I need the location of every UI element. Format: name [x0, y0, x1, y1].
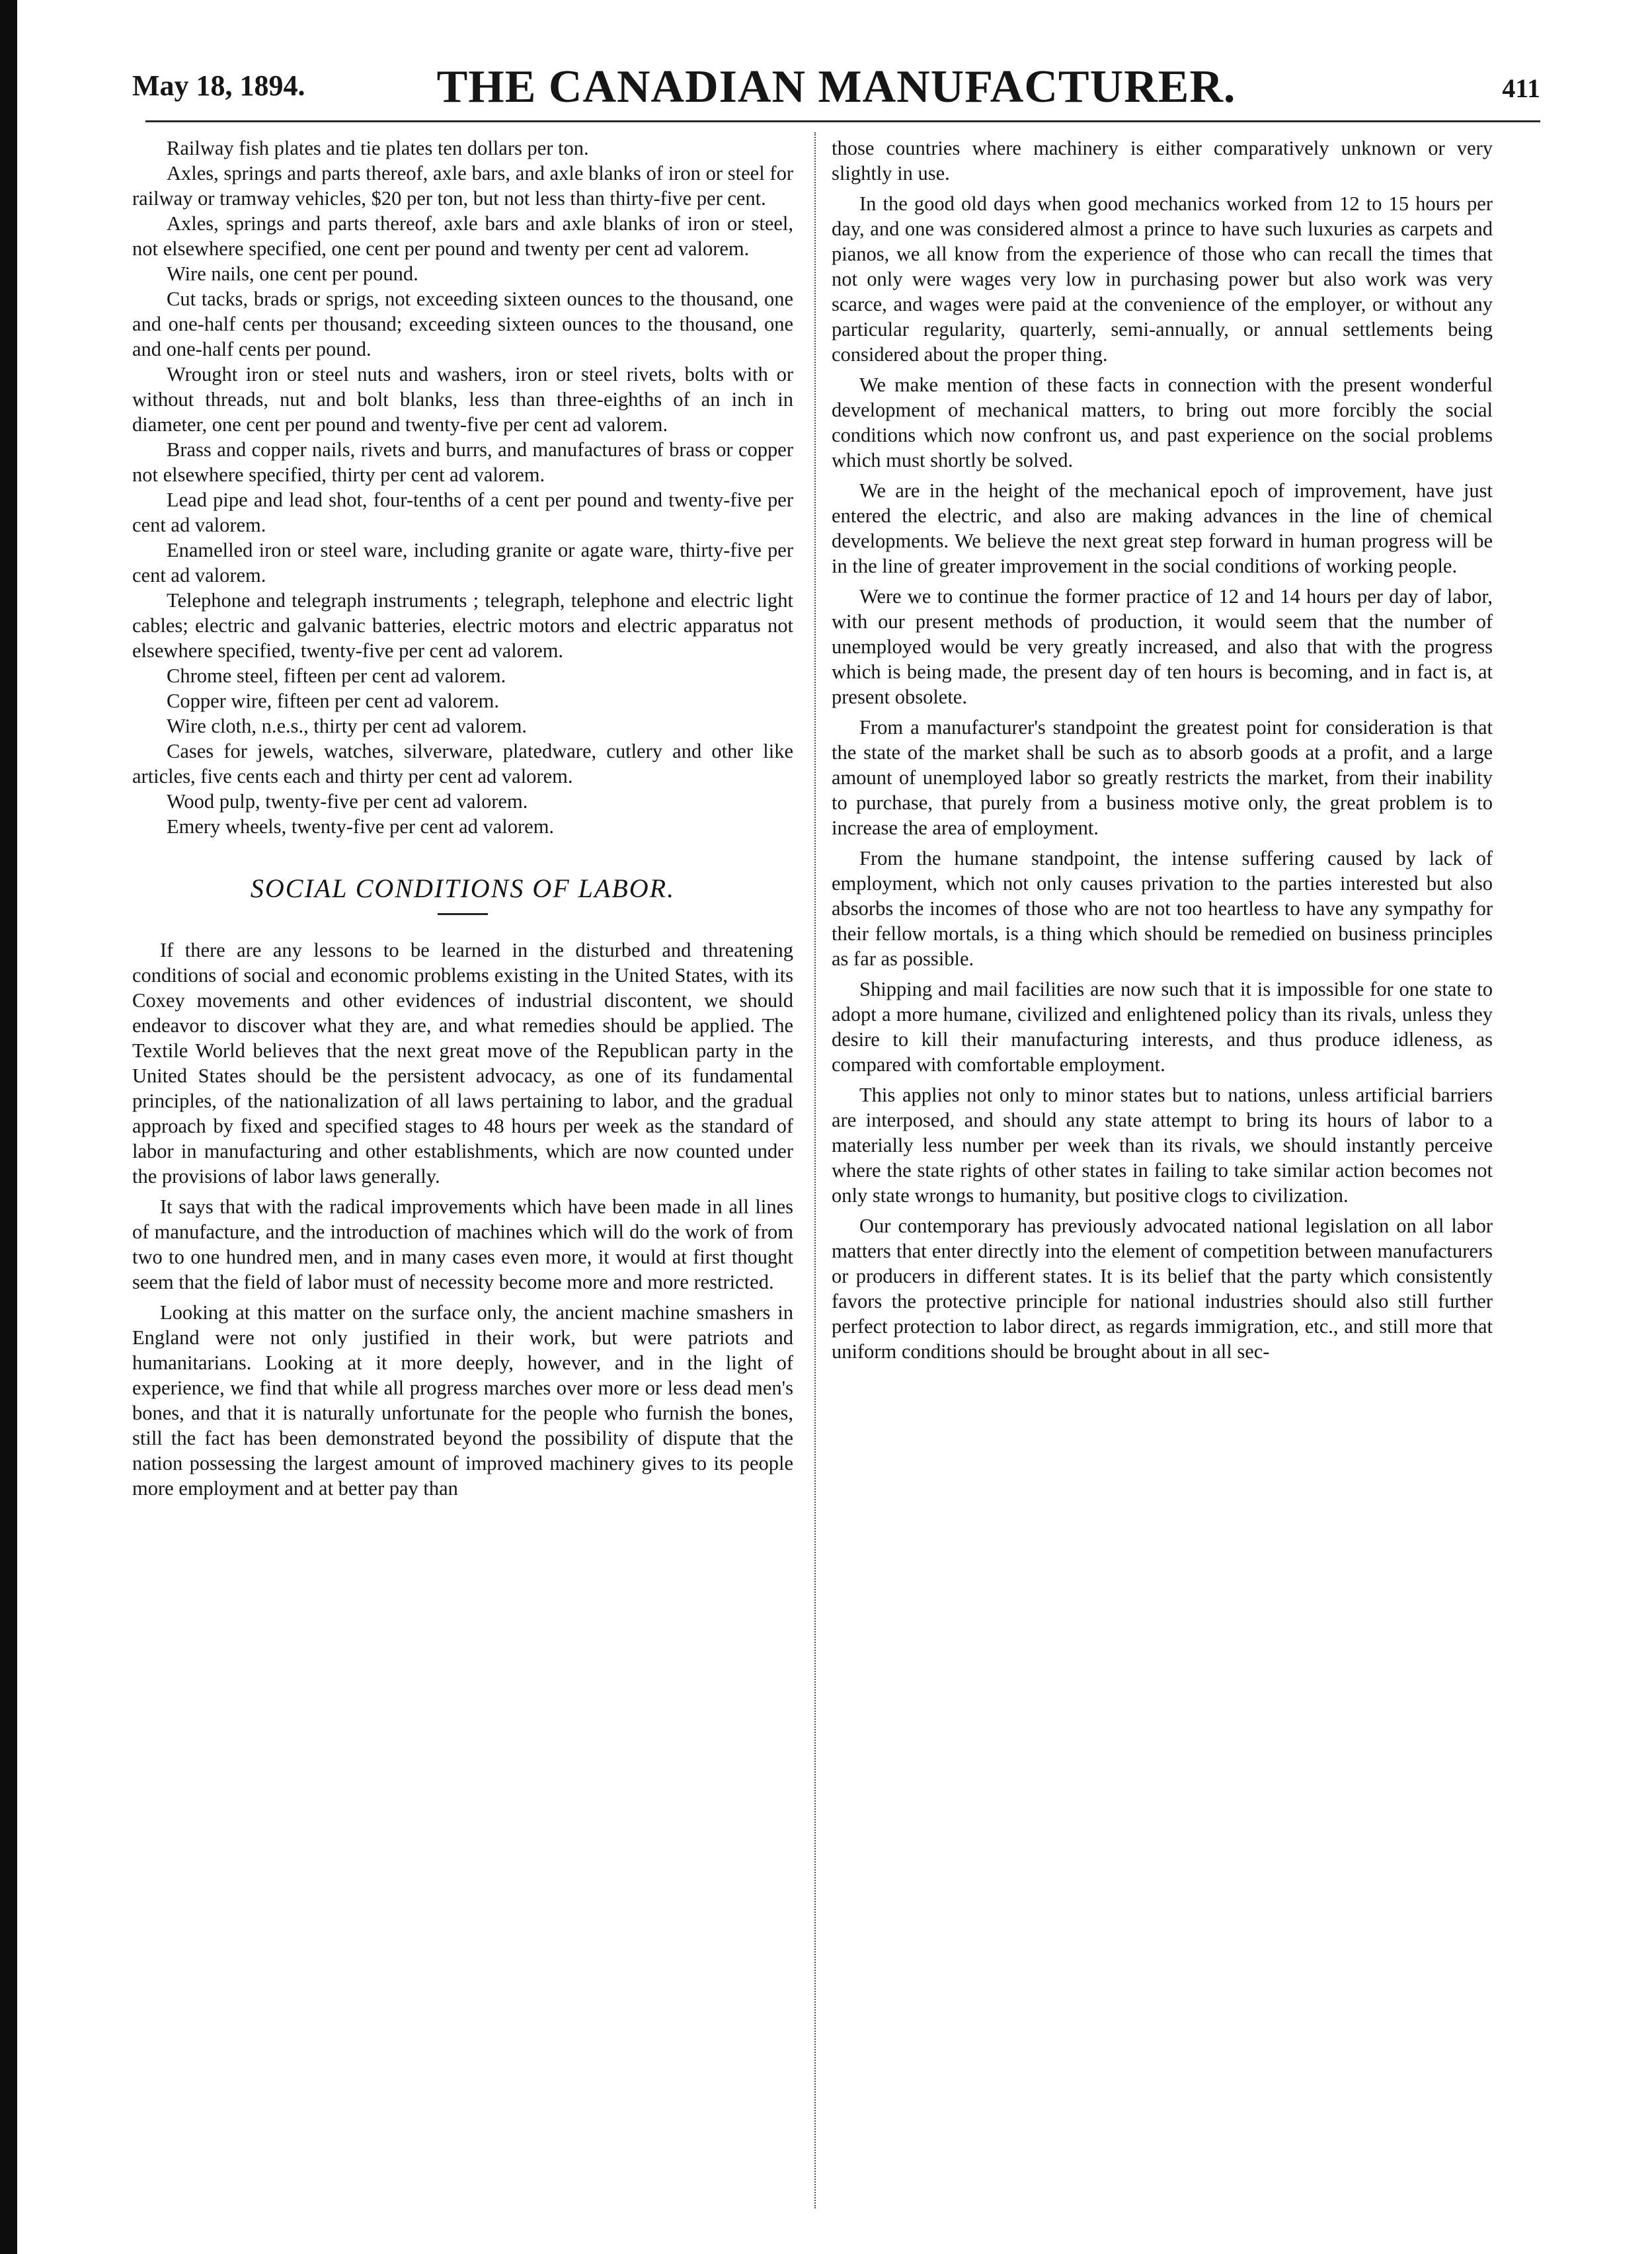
article-paragraph: It says that with the radical improvements which have been made in all lines of manufacture, and the introduction of machines which will do the work of from two to one hundred men, and in many cases even more, it would at first thought seem that the field of labor must of necessity become more and more restricted. — [132, 1195, 793, 1293]
tariff-item: Enamelled iron or steel ware, including granite or agate ware, thirty-five per cent ad valorem. — [132, 539, 793, 586]
article-body-left — [132, 938, 793, 1501]
tariff-item: Lead pipe and lead shot, four-tenths of a cent per pound and twenty-five per cent ad valorem. — [132, 489, 793, 536]
article-paragraph: Our contemporary has previously advocated national legislation on all labor matters that enter directly into the element of competition between manufacturers or producers in different states. It is its belief that the party which consistently favors the protective principle for national industries should also still further perfect protection to labor direct, as regards immigration, etc., and still more that uniform conditions should be brought about in all sec- — [832, 1215, 1493, 1363]
title-rule — [438, 913, 488, 915]
tariff-item: Wrought iron or steel nuts and washers, iron or steel rivets, bolts with or without threads, nut and bolt blanks, less than three-eighths of an inch in diameter, one cent per pound and twenty-five per cent ad valorem. — [132, 363, 793, 436]
article-paragraph: From the humane standpoint, the intense suffering caused by lack of employment, which not only causes privation to the parties interested but also absorbs the incomes of those who are not too heartless to have any sympathy for their fellow mortals, is a thing which should be remedied on business principles as far as possible. — [832, 847, 1493, 970]
publication-title: THE CANADIAN MANUFACTURER. — [436, 61, 1236, 112]
tariff-list — [132, 136, 793, 839]
tariff-item: Wire nails, one cent per pound. — [167, 262, 418, 285]
tariff-item: Cut tacks, brads or sprigs, not exceeding sixteen ounces to the thousand, one and one-half cents per thousand; exceeding sixteen ounces to the thousand, one and one-half cents per pound. — [132, 288, 793, 360]
article-paragraph: In the good old days when good mechanics worked from 12 to 15 hours per day, and one was considered almost a prince to have such luxuries as carpets and pianos, we all know from the experience of those who can recall the times that not only were wages very low in purchasing power but also work was very scarce, and wages were paid at the convenience of the employer, or without any particular regularity, quarterly, semi-annually, or annual settlements being considered about the proper thing. — [832, 192, 1493, 366]
tariff-item: Axles, springs and parts thereof, axle bars, and axle blanks of iron or steel for railway or tramway vehicles, $20 per ton, but not less than thirty-five per cent. — [132, 162, 793, 210]
article-title: SOCIAL CONDITIONS OF LABOR. — [250, 873, 676, 903]
article-paragraph: Looking at this matter on the surface only, the ancient machine smashers in England were not only justified in their work, but were patriots and humanitarians. Looking at it more deeply, however, and in the light of experience, we find that while all progress marches over more or less dead men's bones, and that it is naturally unfortunate for the people who furnish the bones, still the fact has been demonstrated beyond the possibility of dispute that the nation possessing the largest amount of improved machinery gives to its people more employment and at better pay than — [132, 1301, 793, 1500]
tariff-item: Wire cloth, n.e.s., thirty per cent ad valorem. — [167, 715, 528, 737]
page-header — [132, 61, 1540, 120]
article-paragraph: Were we to continue the former practice of 12 and 14 hours per day of labor, with our present methods of production, it would seem that the number of unemployed would be very greatly increased, and also that with the progress which is being made, the present day of ten hours is becoming, and in fact is, at present obsolete. — [832, 585, 1493, 708]
article-paragraph: Shipping and mail facilities are now such that it is impossible for one state to adopt a more humane, civilized and enlightened policy than its rivals, unless they desire to kill their manufacturing interests, and thus produce idleness, as compared with comfortable employment. — [832, 978, 1493, 1076]
column-divider — [814, 132, 816, 2208]
article-body-right — [832, 136, 1493, 1364]
issue-date: May 18, 1894. — [132, 69, 305, 102]
tariff-item: Axles, springs and parts thereof, axle bars and axle blanks of iron or steel, not elsewhere specified, one cent per pound and twenty per cent ad valorem. — [132, 212, 793, 260]
tariff-item: Chrome steel, fifteen per cent ad valorem. — [167, 664, 506, 687]
article-paragraph: From a manufacturer's standpoint the greatest point for consideration is that the state of the market shall be such as to absorb goods at a profit, and a large amount of unemployed labor so greatly restricts the market, from their inability to purchase, that purely from a business motive only, the great problem is to increase the area of employment. — [832, 716, 1493, 839]
tariff-item: Copper wire, fifteen per cent ad valorem. — [167, 690, 500, 712]
article-paragraph: We are in the height of the mechanical epoch of improvement, have just entered the electric, and also are making advances in the line of chemical developments. We believe the next great step forward in human progress will be in the line of greater improvement in the social conditions of working people. — [832, 479, 1493, 577]
right-column — [832, 136, 1493, 1369]
header-rule — [145, 120, 1540, 122]
page-number: 411 — [1502, 73, 1540, 103]
tariff-item: Cases for jewels, watches, silverware, platedware, cutlery and other like articles, five cents each and thirty per cent ad valorem. — [132, 740, 793, 787]
page-binding-edge — [0, 0, 17, 2254]
article-paragraph: We make mention of these facts in connection with the present wonderful development of mechanical matters, to bring out more forcibly the social conditions which now confront us, and past experience on the social problems which must shortly be solved. — [832, 374, 1493, 471]
article-paragraph: If there are any lessons to be learned in the disturbed and threatening conditions of social and economic problems existing in the United States, with its Coxey movements and other evidences of industrial discontent, we should endeavor to discover what they are, and what remedies should be applied. The Textile World believes that the next great move of the Republican party in the United States should be the persistent advocacy, as one of its fundamental principles, of the nationalization of all laws pertaining to labor, and the gradual approach by fixed and specified stages to 48 hours per week as the standard of labor in manufacturing and other establishments, which are now counted under the provisions of labor laws generally. — [132, 939, 793, 1187]
tariff-item: Telephone and telegraph instruments ; telegraph, telephone and electric light cables; electric and galvanic batteries, electric motors and electric apparatus not elsewhere specified, twenty-five per cent ad valorem. — [132, 589, 793, 662]
tariff-item: Wood pulp, twenty-five per cent ad valorem. — [167, 790, 528, 813]
article-paragraph: This applies not only to minor states but to nations, unless artificial barriers are interposed, and should any state attempt to bring its hours of labor to a materially less number per week than its rivals, we should instantly perceive where the state rights of other states in failing to take similar action becomes not only state wrongs to humanity, but positive clogs to civilization. — [832, 1084, 1493, 1207]
tariff-item: Emery wheels, twenty-five per cent ad valorem. — [167, 815, 555, 838]
tariff-item: Brass and copper nails, rivets and burrs, and manufactures of brass or copper not elsewhere specified, thirty per cent ad valorem. — [132, 438, 793, 486]
left-column — [132, 136, 793, 1506]
article-paragraph-continued: those countries where machinery is either comparatively unknown or very slightly in use. — [832, 137, 1493, 184]
tariff-item: Railway fish plates and tie plates ten dollars per ton. — [167, 137, 589, 159]
